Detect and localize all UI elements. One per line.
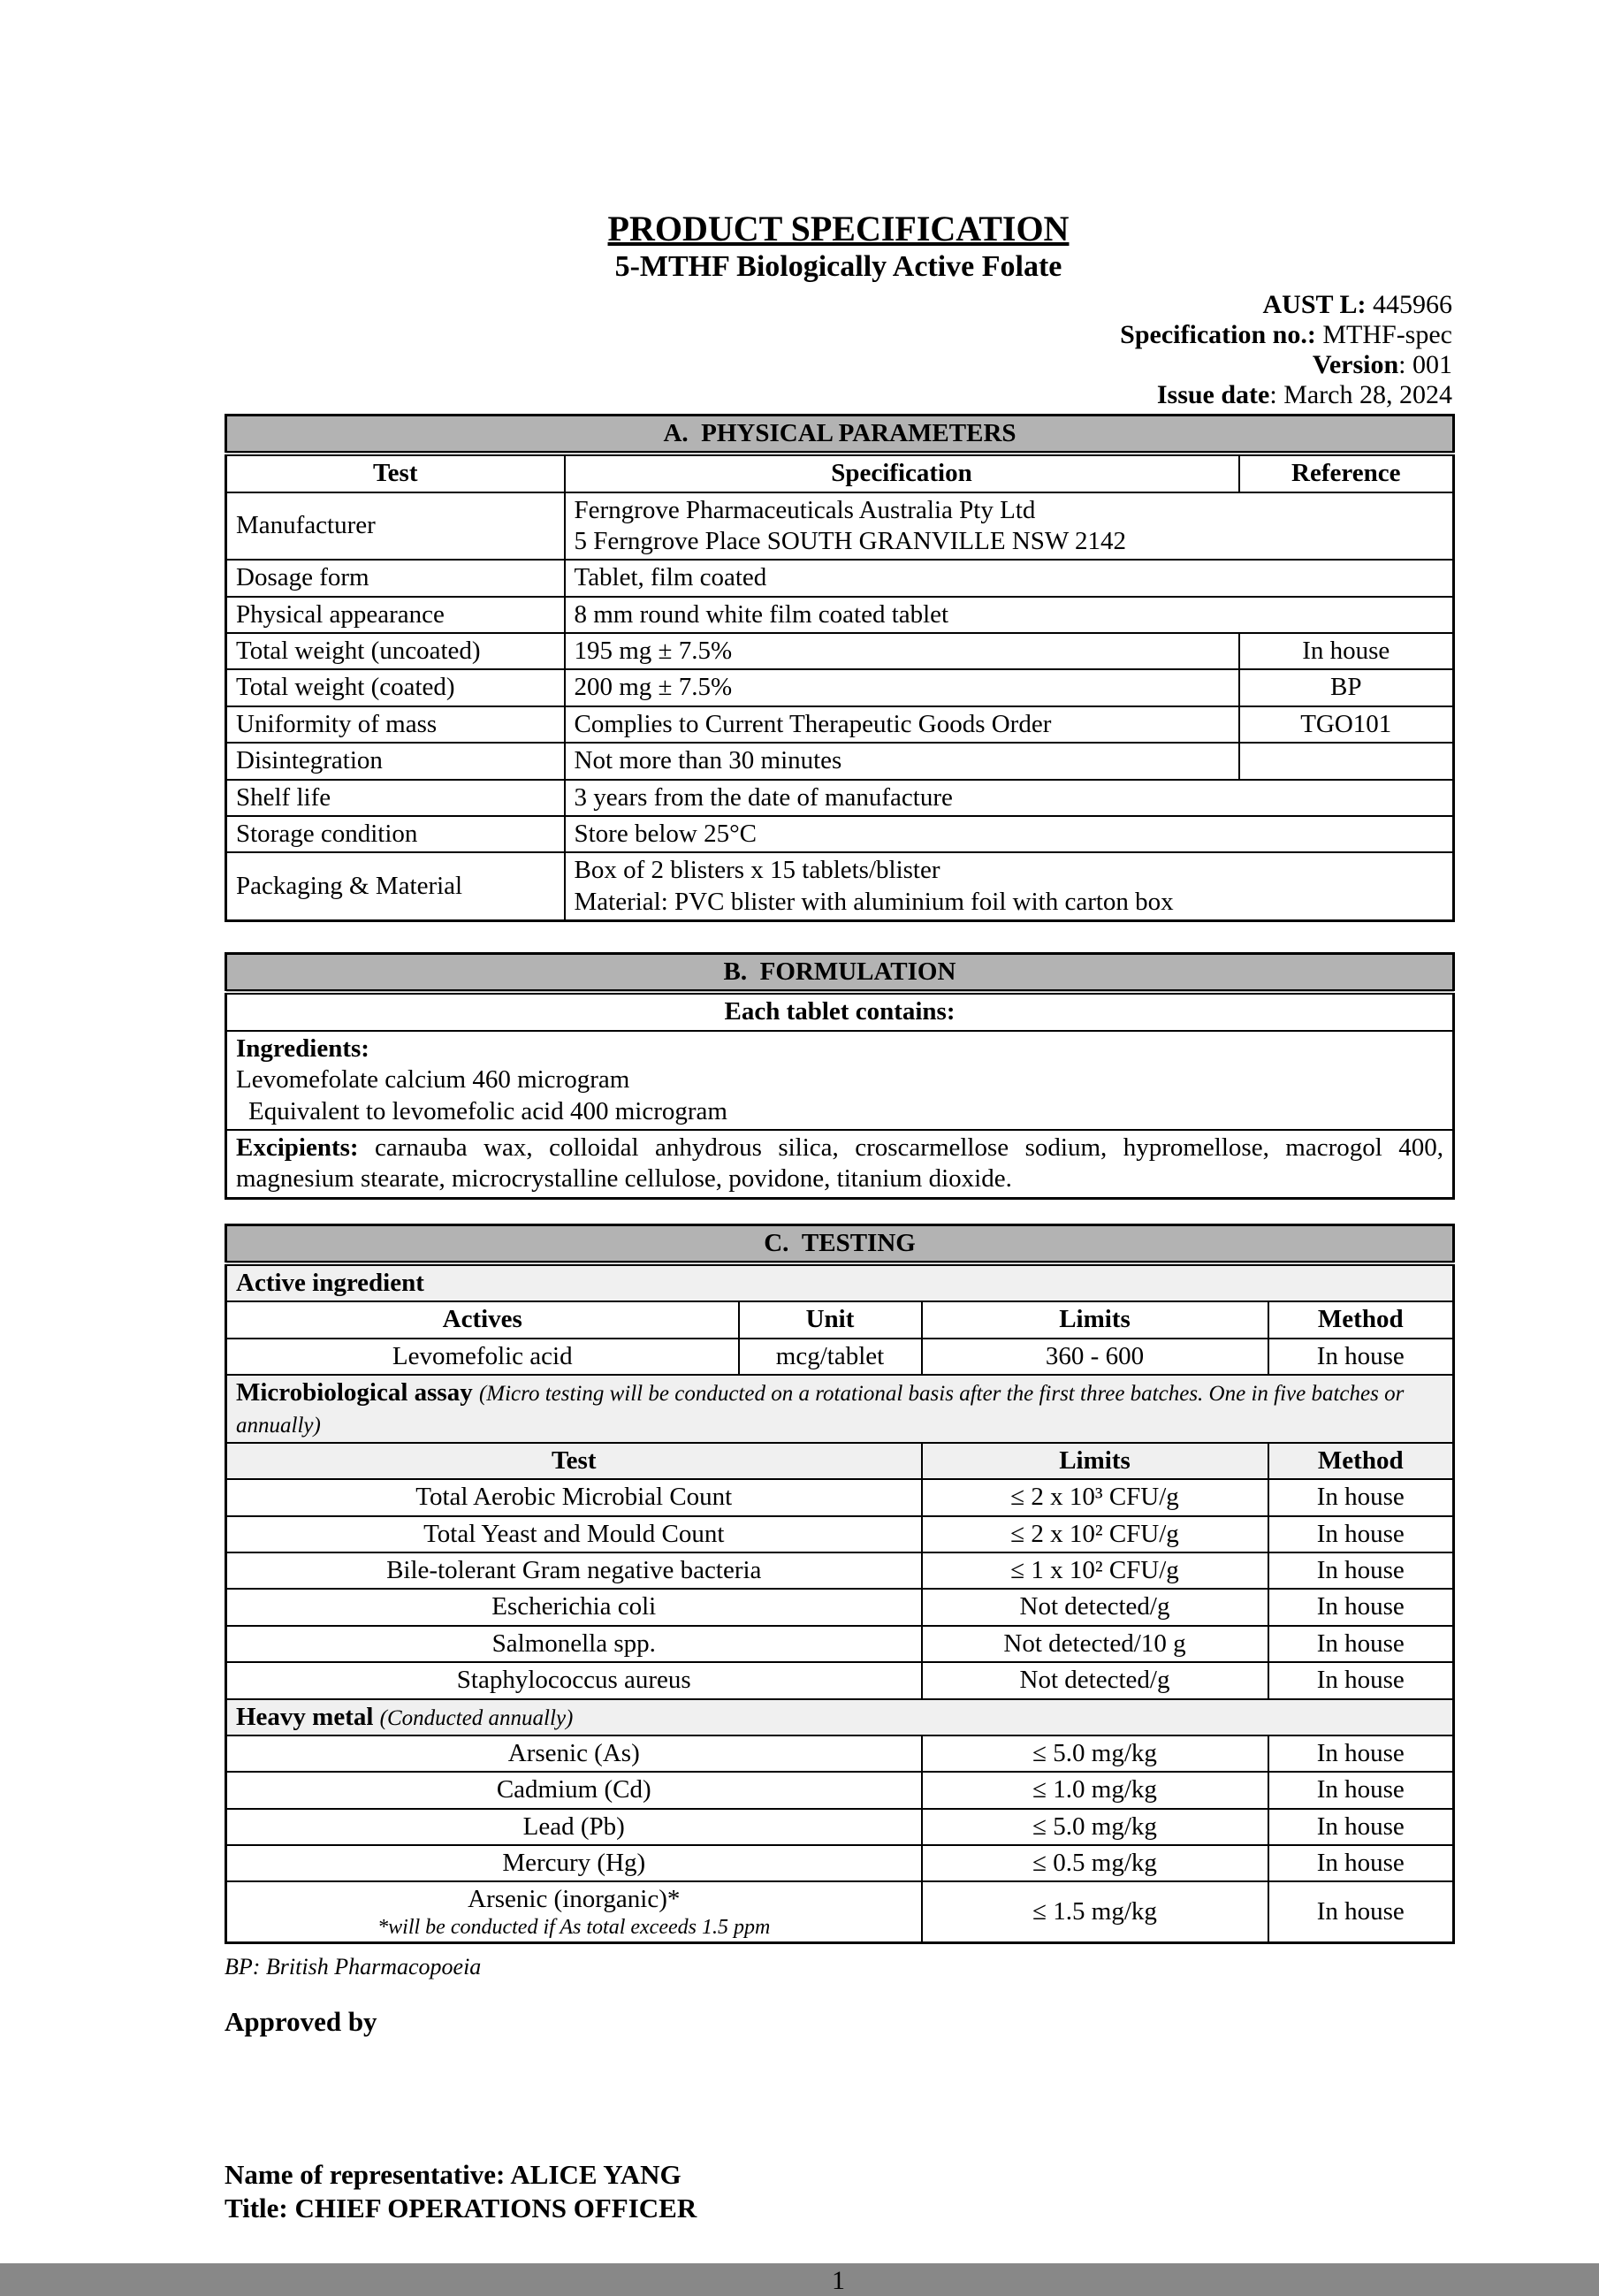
test-cell: Lead (Pb)	[226, 1809, 922, 1845]
specification-cell: 195 mg ± 7.5%	[565, 633, 1239, 669]
table-row	[226, 816, 1454, 852]
document-content	[225, 0, 1452, 2296]
column-header-actives: Actives	[226, 1301, 739, 1338]
method-cell: In house	[1268, 1589, 1454, 1625]
test-cell: Packaging & Material	[226, 852, 565, 920]
approved-by-label: Approved by	[225, 2005, 377, 2037]
meta-label: Specification no.:	[1120, 319, 1316, 349]
table-row	[226, 1845, 1454, 1881]
section-c-header-row	[226, 1224, 1454, 1263]
table-row	[226, 1589, 1454, 1625]
method-cell: In house	[1268, 1809, 1454, 1845]
representative-title-line: Title: CHIEF OPERATIONS OFFICER	[225, 2192, 697, 2224]
testing-table	[225, 1224, 1455, 1945]
limits-cell: Not detected/10 g	[922, 1626, 1268, 1662]
meta-label: Issue date	[1156, 379, 1270, 409]
test-cell: Physical appearance	[226, 597, 565, 633]
method-cell: In house	[1268, 1516, 1454, 1552]
formulation-table	[225, 952, 1455, 1200]
test-cell: Arsenic (As)	[226, 1735, 922, 1772]
ingredient-line: Levomefolate calcium 460 microgram	[236, 1065, 630, 1095]
test-cell: Salmonella spp.	[226, 1626, 922, 1662]
meta-value: MTHF-spec	[1315, 319, 1452, 349]
limits-cell: ≤ 5.0 mg/kg	[922, 1735, 1268, 1772]
limits-cell: Not detected/g	[922, 1589, 1268, 1625]
each-tablet-contains: Each tablet contains:	[226, 992, 1454, 1030]
specification-cell: Complies to Current Therapeutic Goods Order	[565, 706, 1239, 743]
limits-cell: ≤ 1.5 mg/kg	[922, 1881, 1268, 1942]
table-row	[226, 1516, 1454, 1552]
meta-specification-no	[225, 320, 1452, 350]
spec-line: Box of 2 blisters x 15 tablets/blister	[574, 856, 940, 885]
method-cell: In house	[1268, 1845, 1454, 1881]
active-ingredient-subheader-row	[226, 1263, 1454, 1301]
test-cell: Cadmium (Cd)	[226, 1772, 922, 1808]
limits-cell: ≤ 1 x 10² CFU/g	[922, 1552, 1268, 1589]
test-cell: Escherichia coli	[226, 1589, 922, 1625]
method-cell: In house	[1268, 1772, 1454, 1808]
column-header-limits: Limits	[922, 1301, 1268, 1338]
specification-cell	[565, 492, 1454, 561]
specification-cell: Not more than 30 minutes	[565, 743, 1239, 779]
test-cell: Manufacturer	[226, 492, 565, 561]
test-footnote: *will be conducted if As total exceeds 1.5 ppm	[377, 1915, 771, 1939]
meta-label: AUST L:	[1262, 289, 1367, 319]
limits-cell: ≤ 0.5 mg/kg	[922, 1845, 1268, 1881]
test-cell: Storage condition	[226, 816, 565, 852]
table-row	[226, 1552, 1454, 1589]
representative-name-line: Name of representative: ALICE YANG	[225, 2158, 681, 2190]
column-header-method: Method	[1268, 1301, 1454, 1338]
table-row	[226, 1130, 1454, 1198]
actives-column-header-row	[226, 1301, 1454, 1338]
page-title: PRODUCT SPECIFICATION	[607, 209, 1070, 248]
specification-cell: Tablet, film coated	[565, 560, 1454, 596]
reference-cell	[1239, 743, 1454, 779]
method-cell: In house	[1268, 1479, 1454, 1515]
test-name: Arsenic (inorganic)*	[468, 1885, 681, 1914]
table-row	[226, 743, 1454, 779]
table-row	[226, 1881, 1454, 1942]
unit-cell: mcg/tablet	[739, 1339, 922, 1375]
excipients-label: Excipients:	[236, 1133, 359, 1162]
table-row	[226, 706, 1454, 743]
reference-cell: In house	[1239, 633, 1454, 669]
page-number: 1	[832, 2265, 845, 2295]
limits-cell: ≤ 2 x 10² CFU/g	[922, 1516, 1268, 1552]
micro-assay-note: (Micro testing will be conducted on a rotational basis after the first three batches. One in five batches or annually)	[236, 1382, 1405, 1438]
specification-cell: 3 years from the date of manufacture	[565, 780, 1454, 816]
table-row	[226, 1339, 1454, 1375]
meta-label: Version	[1312, 349, 1399, 379]
method-cell: In house	[1268, 1662, 1454, 1698]
physical-column-header-row	[226, 454, 1454, 492]
method-cell: In house	[1268, 1339, 1454, 1375]
excipients-text: carnauba wax, colloidal anhydrous silica, croscarmellose sodium, hypromellose, macrogol 400, magnesium stearate, microcrystalline cellulose, povidone, titanium dioxide.	[236, 1133, 1443, 1194]
section-c-title: C. TESTING	[226, 1224, 1454, 1263]
table-row	[226, 669, 1454, 706]
method-cell: In house	[1268, 1881, 1454, 1942]
specification-cell	[565, 852, 1454, 920]
heavy-metal-label: Heavy metal	[236, 1702, 374, 1731]
test-cell: Total Aerobic Microbial Count	[226, 1479, 922, 1515]
table-row	[226, 1662, 1454, 1698]
limits-cell: 360 - 600	[922, 1339, 1268, 1375]
section-a-header-row	[226, 415, 1454, 454]
test-cell	[226, 1881, 922, 1942]
page-subtitle: 5-MTHF Biologically Active Folate	[614, 250, 1062, 283]
heavy-metal-cell	[226, 1699, 1454, 1735]
method-cell: In house	[1268, 1626, 1454, 1662]
meta-aust-l	[225, 290, 1452, 320]
meta-value: : March 28, 2024	[1269, 379, 1452, 409]
meta-issue-date	[225, 380, 1452, 410]
column-header-unit: Unit	[739, 1301, 922, 1338]
table-row	[226, 780, 1454, 816]
meta-version	[225, 350, 1452, 380]
specification-cell: Store below 25°C	[565, 816, 1454, 852]
column-header-method: Method	[1268, 1443, 1454, 1479]
table-row	[226, 852, 1454, 920]
table-row	[226, 1772, 1454, 1808]
micro-assay-label: Microbiological assay	[236, 1378, 473, 1407]
test-cell: Bile-tolerant Gram negative bacteria	[226, 1552, 922, 1589]
specification-cell: 200 mg ± 7.5%	[565, 669, 1239, 706]
test-cell: Total weight (coated)	[226, 669, 565, 706]
micro-column-header-row	[226, 1443, 1454, 1479]
table-row	[226, 1031, 1454, 1130]
spec-line: Ferngrove Pharmaceuticals Australia Pty Ltd	[574, 495, 1036, 524]
table-row	[226, 633, 1454, 669]
column-header-reference: Reference	[1239, 454, 1454, 492]
limits-cell: ≤ 5.0 mg/kg	[922, 1809, 1268, 1845]
test-cell: Uniformity of mass	[226, 706, 565, 743]
column-header-limits: Limits	[922, 1443, 1268, 1479]
section-b-title: B. FORMULATION	[226, 954, 1454, 993]
test-cell: Total weight (uncoated)	[226, 633, 565, 669]
table-row	[226, 492, 1454, 561]
active-cell: Levomefolic acid	[226, 1339, 739, 1375]
reference-cell: TGO101	[1239, 706, 1454, 743]
test-cell: Staphylococcus aureus	[226, 1662, 922, 1698]
test-cell: Total Yeast and Mould Count	[226, 1516, 922, 1552]
specification-cell: 8 mm round white film coated tablet	[565, 597, 1454, 633]
column-header-test: Test	[226, 454, 565, 492]
test-cell: Shelf life	[226, 780, 565, 816]
table-row	[226, 1809, 1454, 1845]
section-b-header-row	[226, 954, 1454, 993]
table-row	[226, 560, 1454, 596]
reference-cell: BP	[1239, 669, 1454, 706]
limits-cell: ≤ 1.0 mg/kg	[922, 1772, 1268, 1808]
heavy-metal-subheader-row	[226, 1699, 1454, 1735]
active-ingredient-label: Active ingredient	[226, 1263, 1454, 1301]
heavy-metal-note: (Conducted annually)	[379, 1705, 574, 1730]
document-meta	[225, 290, 1452, 410]
table-row	[226, 1479, 1454, 1515]
table-row	[226, 1626, 1454, 1662]
physical-parameters-table	[225, 414, 1455, 922]
test-cell: Disintegration	[226, 743, 565, 779]
test-cell: Dosage form	[226, 560, 565, 596]
table-row	[226, 597, 1454, 633]
excipients-cell	[226, 1130, 1454, 1198]
column-header-test: Test	[226, 1443, 922, 1479]
ingredients-label: Ingredients:	[236, 1034, 369, 1063]
bp-footnote: BP: British Pharmacopoeia	[225, 1954, 482, 1980]
section-a-title: A. PHYSICAL PARAMETERS	[226, 415, 1454, 454]
ingredient-line: Equivalent to levomefolic acid 400 microgram	[248, 1096, 727, 1125]
test-cell: Mercury (Hg)	[226, 1845, 922, 1881]
micro-assay-cell	[226, 1375, 1454, 1443]
column-header-specification: Specification	[565, 454, 1239, 492]
title-block	[225, 209, 1452, 286]
table-row	[226, 992, 1454, 1030]
method-cell: In house	[1268, 1552, 1454, 1589]
meta-value: 445966	[1366, 289, 1452, 319]
limits-cell: ≤ 2 x 10³ CFU/g	[922, 1479, 1268, 1515]
micro-assay-subheader-row	[226, 1375, 1454, 1443]
meta-value: : 001	[1398, 349, 1452, 379]
limits-cell: Not detected/g	[922, 1662, 1268, 1698]
method-cell: In house	[1268, 1735, 1454, 1772]
table-row	[226, 1735, 1454, 1772]
spec-line: Material: PVC blister with aluminium foil with carton box	[574, 887, 1174, 916]
spec-line: 5 Ferngrove Place SOUTH GRANVILLE NSW 2142	[574, 526, 1126, 555]
ingredients-cell	[226, 1031, 1454, 1130]
